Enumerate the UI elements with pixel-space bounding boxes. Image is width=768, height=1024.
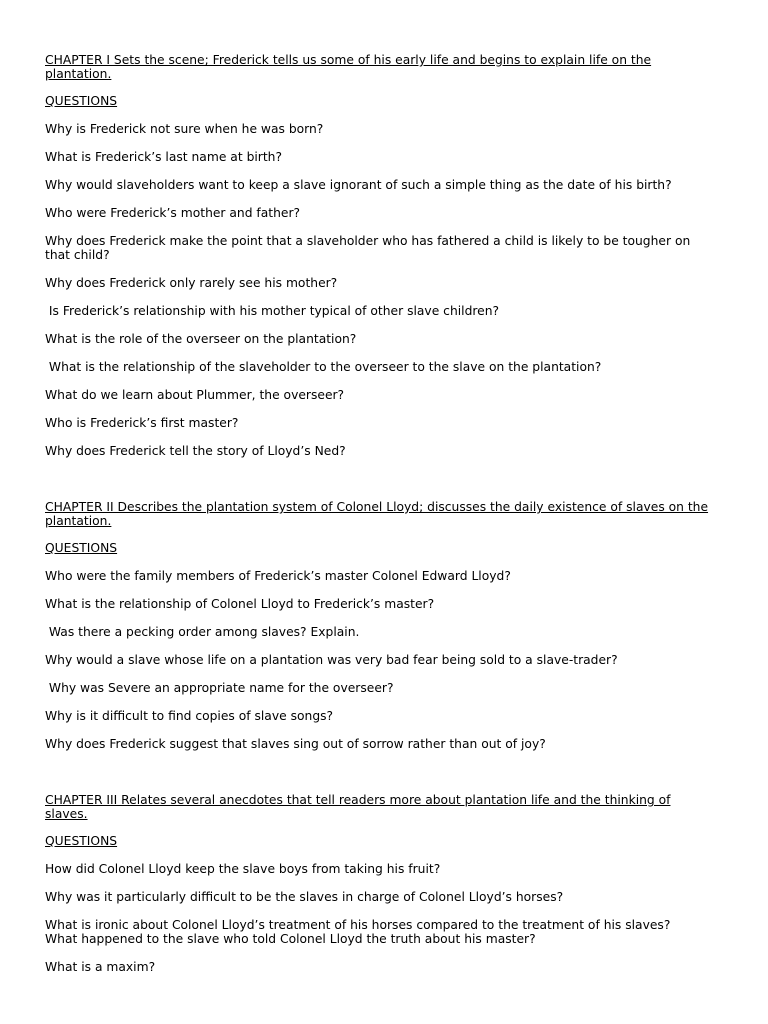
question: Why does Frederick only rarely see his mother? xyxy=(45,276,338,290)
document-page xyxy=(45,53,715,988)
question: Was there a pecking order among slaves? Explain. xyxy=(45,625,360,639)
chapter-heading: CHAPTER I Sets the scene; Frederick tells us some of his early life and begins to explain life on the plantation. xyxy=(45,53,652,81)
question: What happened to the slave who told Colonel Lloyd the truth about his master? xyxy=(45,932,536,946)
question: Why does Frederick make the point that a slaveholder who has fathered a child is likely to be tougher on that child? xyxy=(45,234,695,262)
question: Why does Frederick suggest that slaves sing out of sorrow rather than out of joy? xyxy=(45,737,546,751)
question: Is Frederick’s relationship with his mother typical of other slave children? xyxy=(45,304,500,318)
question: Why was it particularly difficult to be the slaves in charge of Colonel Lloyd’s horses? xyxy=(45,890,564,904)
question: Who were Frederick’s mother and father? xyxy=(45,206,301,220)
section-spacer xyxy=(45,472,715,500)
section-spacer xyxy=(45,765,715,793)
question: What is the relationship of the slaveholder to the overseer to the slave on the plantation? xyxy=(45,360,602,374)
chapter-heading: CHAPTER II Describes the plantation system of Colonel Lloyd; discusses the daily existence of slaves on the plantation. xyxy=(45,500,709,528)
question: Why was Severe an appropriate name for the overseer? xyxy=(45,681,394,695)
question: Who is Frederick’s first master? xyxy=(45,416,239,430)
question: What is the role of the overseer on the plantation? xyxy=(45,332,357,346)
questions-label: QUESTIONS xyxy=(45,834,118,848)
question: Why does Frederick tell the story of Lloyd’s Ned? xyxy=(45,444,346,458)
question: What is Frederick’s last name at birth? xyxy=(45,150,282,164)
question: Why is Frederick not sure when he was born? xyxy=(45,122,324,136)
question: Why is it difficult to find copies of slave songs? xyxy=(45,709,334,723)
chapter-1-section xyxy=(45,53,715,458)
chapter-3-section xyxy=(45,793,715,974)
chapter-2-section xyxy=(45,500,715,751)
question: What do we learn about Plummer, the overseer? xyxy=(45,388,345,402)
question: Who were the family members of Frederick’s master Colonel Edward Lloyd? xyxy=(45,569,511,583)
question: What is a maxim? xyxy=(45,960,156,974)
questions-label: QUESTIONS xyxy=(45,541,118,555)
question: Why would slaveholders want to keep a slave ignorant of such a simple thing as the date of his birth? xyxy=(45,178,672,192)
chapter-heading: CHAPTER III Relates several anecdotes that tell readers more about plantation life and the thinking of slaves. xyxy=(45,793,671,821)
question: What is ironic about Colonel Lloyd’s treatment of his horses compared to the treatment of his slaves? xyxy=(45,918,671,932)
question: How did Colonel Lloyd keep the slave boys from taking his fruit? xyxy=(45,862,441,876)
question: Why would a slave whose life on a plantation was very bad fear being sold to a slave-trader? xyxy=(45,653,618,667)
questions-label: QUESTIONS xyxy=(45,94,118,108)
question: What is the relationship of Colonel Lloyd to Frederick’s master? xyxy=(45,597,435,611)
